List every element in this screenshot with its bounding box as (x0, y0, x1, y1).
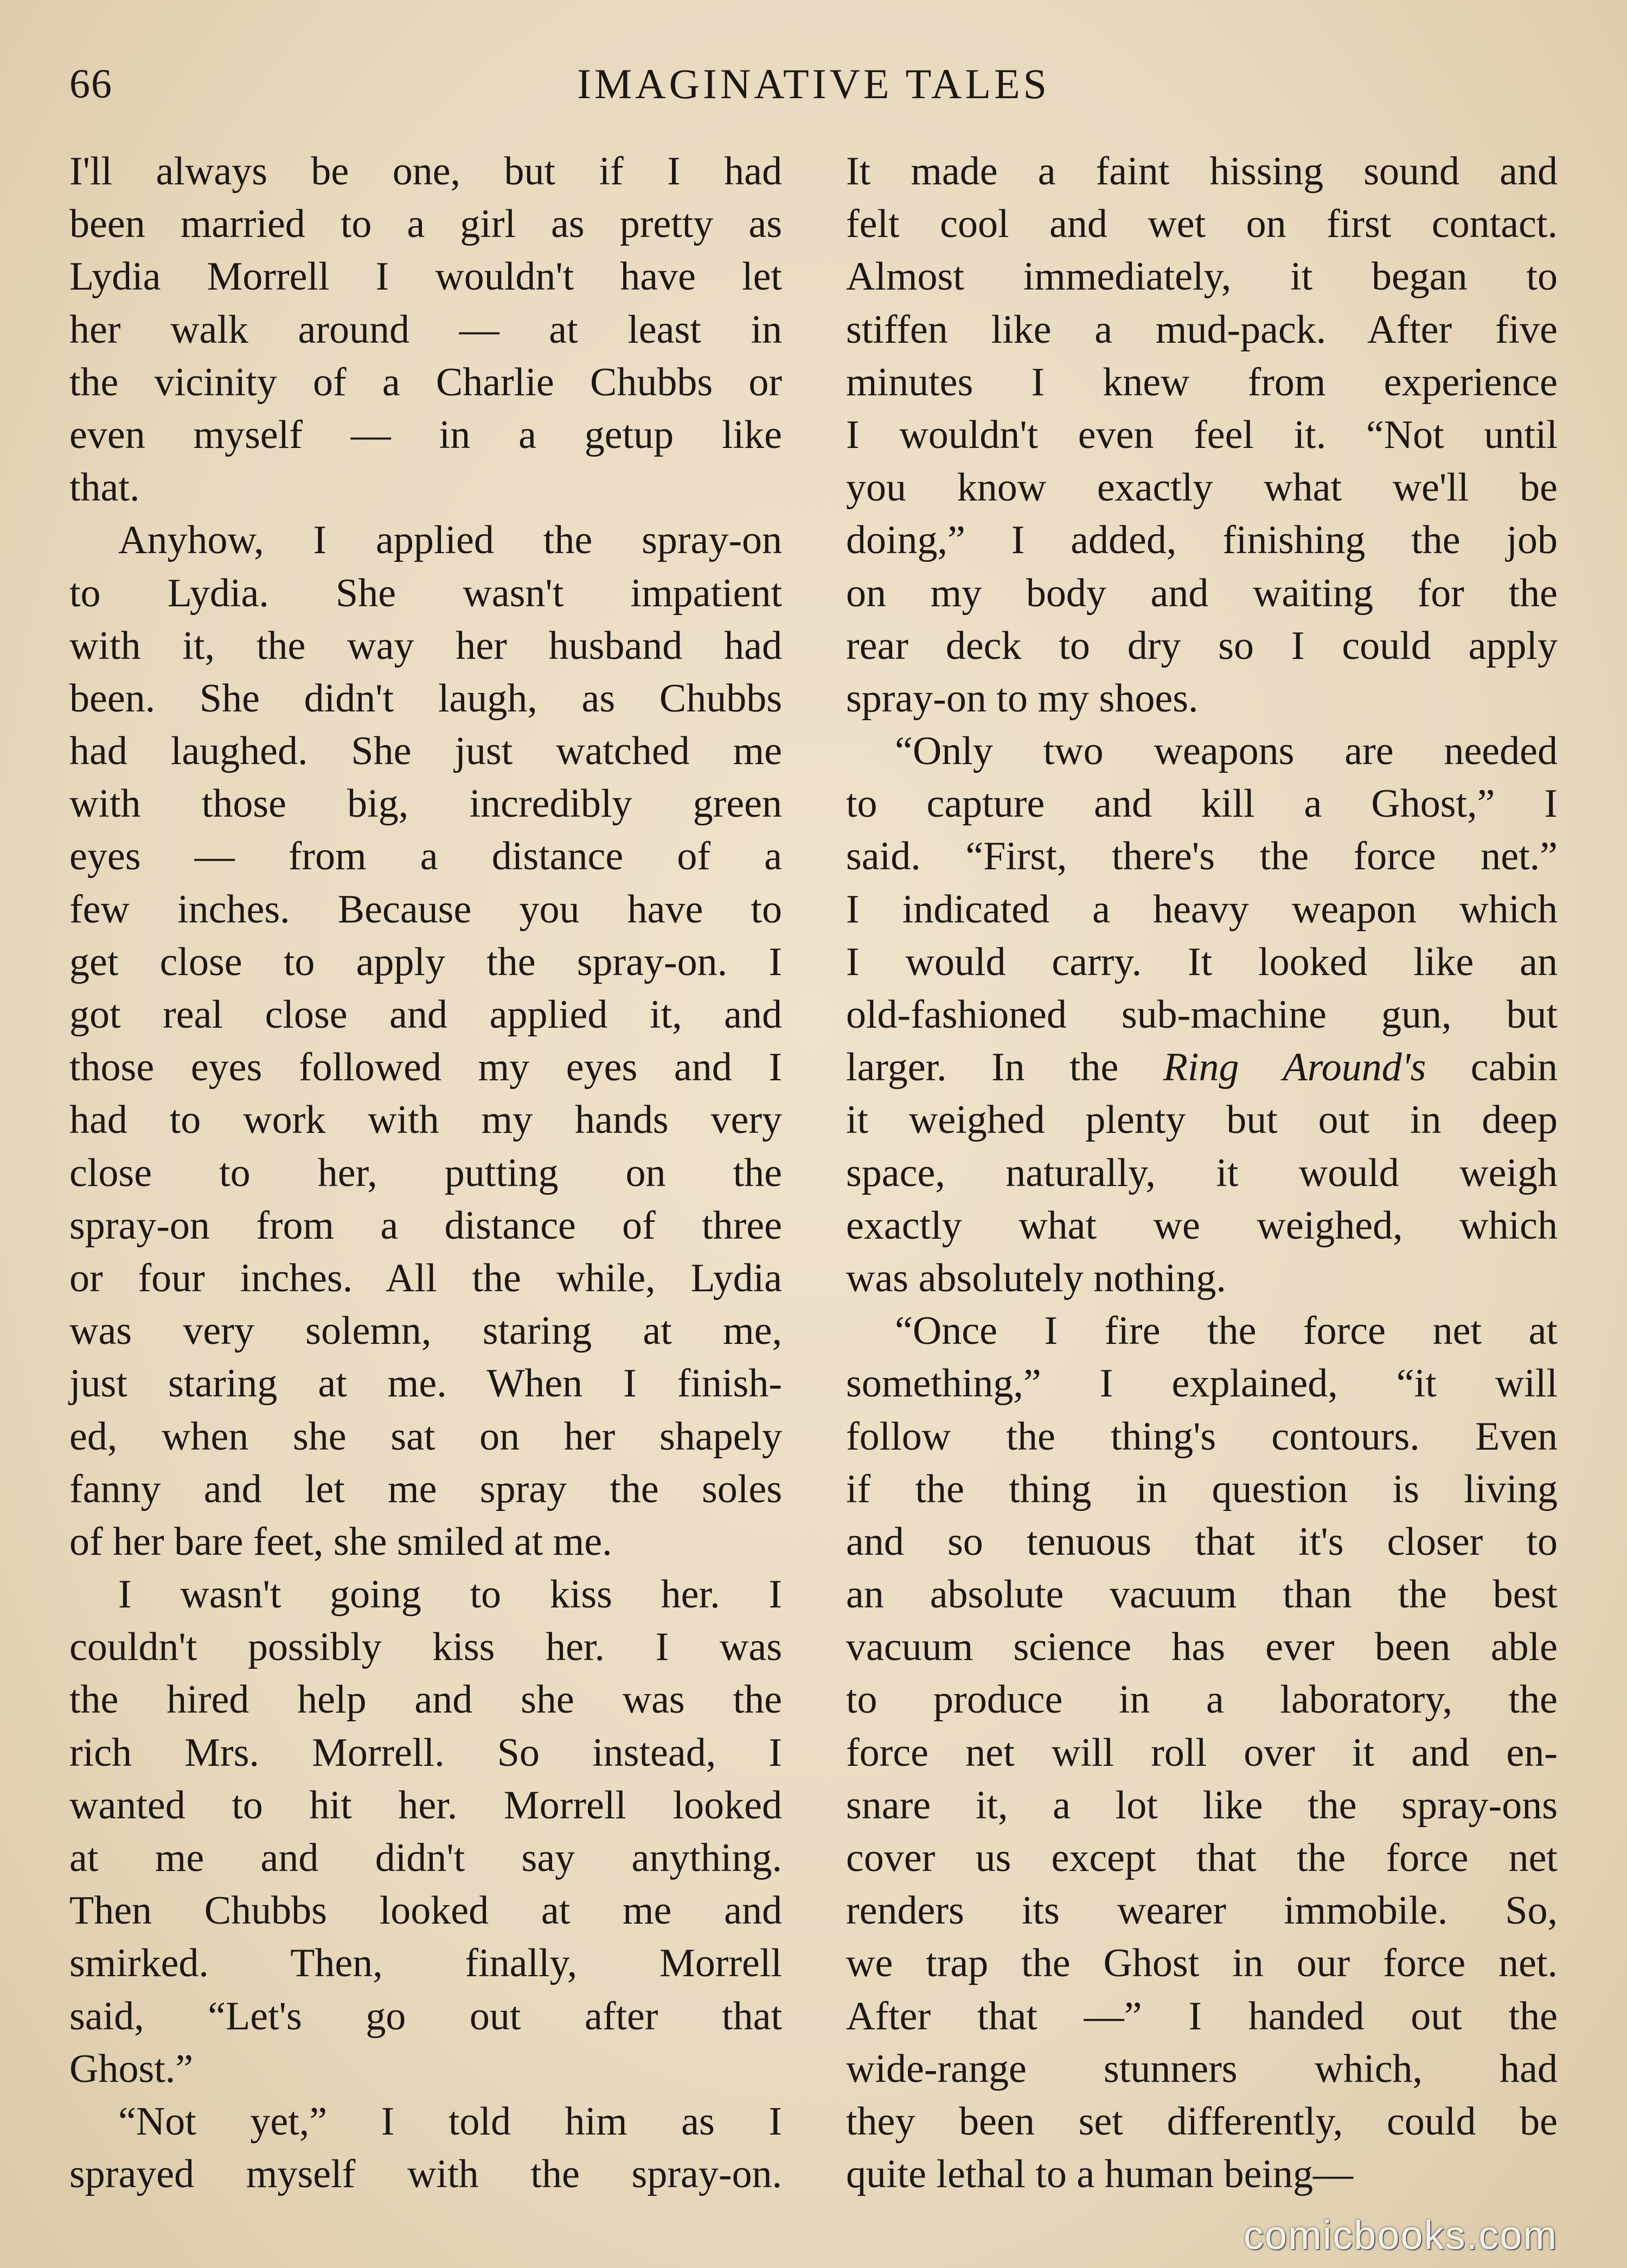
text-line: said. “First, there's the force net.” (846, 834, 1558, 879)
text-line: wanted to hit her. Morrell looked (69, 1783, 782, 1828)
text-line: stiffen like a mud-pack. After five (846, 307, 1558, 352)
text-line: snare it, a lot like the spray-ons (846, 1783, 1558, 1828)
text-line: got real close and applied it, and (69, 992, 782, 1037)
text-line: After that —” I handed out the (846, 1994, 1558, 2039)
running-head: IMAGINATIVE TALES (577, 60, 1050, 107)
text-line: was very solemn, staring at me, (69, 1309, 782, 1354)
text-line: “Once I fire the force net at (895, 1309, 1558, 1354)
text-line: had to work with my hands very (69, 1098, 782, 1143)
text-segment: larger. In the (846, 1045, 1163, 1090)
text-line: sprayed myself with the spray-on. (69, 2152, 782, 2197)
text-line: the vicinity of a Charlie Chubbs or (69, 360, 782, 405)
text-line: fanny and let me spray the soles (69, 1466, 782, 1511)
text-line: Ghost.” (69, 2046, 194, 2091)
page-header (69, 54, 1558, 114)
text-line: we trap the Ghost in our force net. (846, 1941, 1558, 1986)
text-line: renders its wearer immobile. So, (846, 1888, 1558, 1933)
text-line: close to her, putting on the (69, 1150, 782, 1195)
text-line: of her bare feet, she smiled at me. (69, 1519, 612, 1564)
text-line: it weighed plenty but out in deep (846, 1098, 1558, 1143)
text-line: vacuum science has ever been able (846, 1625, 1558, 1670)
text-line: to produce in a laboratory, the (846, 1677, 1558, 1722)
text-line: doing,” I added, finishing the job (846, 518, 1558, 563)
text-line: ed, when she sat on her shapely (69, 1414, 782, 1459)
text-segment: cabin (1426, 1045, 1558, 1090)
text-line: felt cool and wet on first contact. (846, 202, 1558, 247)
text-line-ring-around (846, 1041, 1558, 1094)
text-line: been. She didn't laugh, as Chubbs (69, 676, 782, 721)
text-line: get close to apply the spray-on. I (69, 939, 782, 984)
text-line: Lydia Morrell I wouldn't have let (69, 254, 782, 299)
text-line: with those big, incredibly green (69, 781, 782, 827)
text-line: to Lydia. She wasn't impatient (69, 571, 782, 616)
text-line: at me and didn't say anything. (69, 1836, 782, 1880)
text-line: I would carry. It looked like an (846, 939, 1558, 984)
text-line: “Only two weapons are needed (895, 729, 1558, 774)
text-line: was absolutely nothing. (846, 1255, 1226, 1300)
text-line: It made a faint hissing sound and (846, 149, 1558, 194)
text-line: force net will roll over it and en- (846, 1730, 1558, 1775)
text-line: an absolute vacuum than the best (846, 1572, 1558, 1617)
text-line: or four inches. All the while, Lydia (69, 1255, 782, 1300)
text-line: rear deck to dry so I could apply (846, 623, 1558, 668)
left-column (69, 145, 782, 2201)
text-line: had laughed. She just watched me (69, 729, 782, 774)
text-line: and so tenuous that it's closer to (846, 1519, 1558, 1564)
text-line: old-fashioned sub-machine gun, but (846, 992, 1558, 1037)
text-line: on my body and waiting for the (846, 571, 1558, 616)
text-line: been married to a girl as pretty as (69, 202, 782, 247)
text-line: “Not yet,” I told him as I (118, 2099, 782, 2144)
text-line: if the thing in question is living (846, 1466, 1558, 1511)
page-number: 66 (69, 61, 113, 107)
text-line: something,” I explained, “it will (846, 1361, 1558, 1406)
text-line: eyes — from a distance of a (69, 834, 782, 879)
text-line: follow the thing's contours. Even (846, 1414, 1558, 1459)
text-line: Then Chubbs looked at me and (69, 1888, 782, 1933)
text-line: to capture and kill a Ghost,” I (846, 781, 1558, 827)
text-line: spray-on from a distance of three (69, 1203, 782, 1248)
text-line: said, “Let's go out after that (69, 1994, 782, 2039)
text-line: quite lethal to a human being— (846, 2152, 1354, 2197)
text-line: wide-range stunners which, had (846, 2046, 1558, 2091)
text-line: minutes I knew from experience (846, 360, 1558, 405)
text-line: I wouldn't even feel it. “Not until (846, 412, 1558, 457)
text-line: Almost immediately, it began to (846, 254, 1558, 299)
text-line: space, naturally, it would weigh (846, 1150, 1558, 1195)
ship-name-italic: Ring Around's (1163, 1045, 1426, 1090)
text-line: rich Mrs. Morrell. So instead, I (69, 1730, 782, 1775)
right-column (846, 145, 1558, 2201)
text-line: they been set differently, could be (846, 2099, 1558, 2144)
text-line: her walk around — at least in (69, 307, 782, 352)
text-line: cover us except that the force net (846, 1836, 1558, 1880)
text-line: couldn't possibly kiss her. I was (69, 1625, 782, 1670)
text-line: just staring at me. When I finish- (69, 1361, 782, 1406)
watermark: comicbooks.com (1243, 2213, 1558, 2258)
text-line: I wasn't going to kiss her. I (118, 1572, 782, 1617)
text-line: smirked. Then, finally, Morrell (69, 1941, 782, 1986)
text-line: that. (69, 465, 140, 510)
text-line: even myself — in a getup like (69, 412, 782, 457)
text-line: you know exactly what we'll be (846, 465, 1558, 510)
text-line: few inches. Because you have to (69, 887, 782, 932)
text-line: spray-on to my shoes. (846, 676, 1199, 721)
text-line: I'll always be one, but if I had (69, 149, 782, 194)
text-line: with it, the way her husband had (69, 623, 782, 668)
text-line: exactly what we weighed, which (846, 1203, 1558, 1248)
text-line: the hired help and she was the (69, 1677, 782, 1722)
text-line: Anyhow, I applied the spray-on (118, 518, 782, 563)
text-line: those eyes followed my eyes and I (69, 1045, 782, 1090)
text-line: I indicated a heavy weapon which (846, 887, 1558, 932)
